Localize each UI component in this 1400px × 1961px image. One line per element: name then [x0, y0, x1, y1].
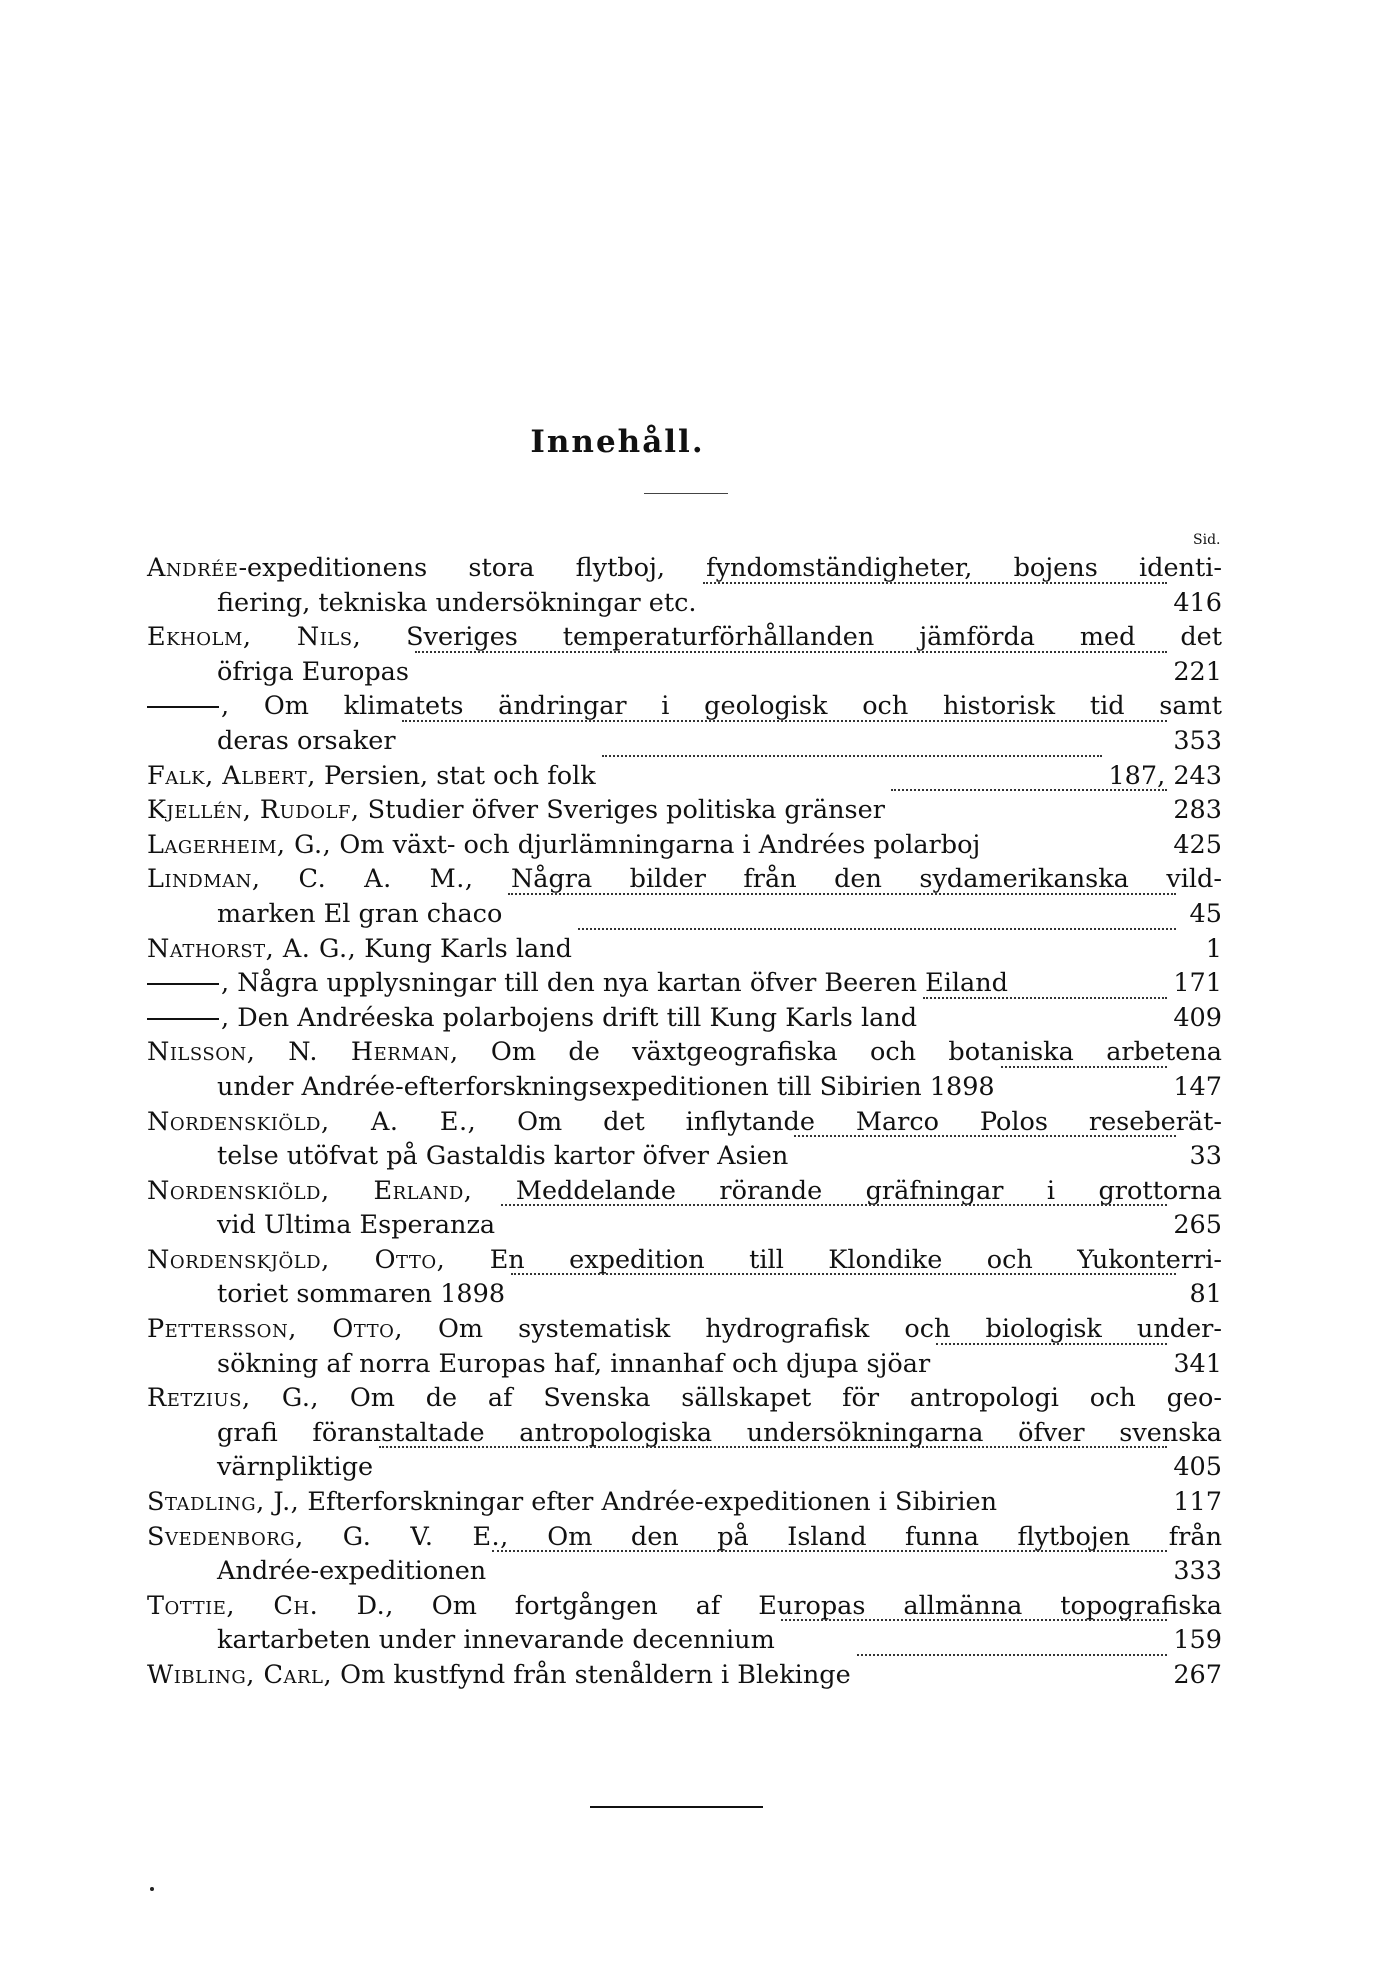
dot-leader [703, 582, 1168, 584]
toc-line-text [147, 793, 885, 828]
toc-entry [147, 966, 1222, 1001]
page-column-label: Sid. [1193, 532, 1221, 548]
toc-entry [147, 1105, 1222, 1174]
toc-line-text [217, 897, 502, 932]
toc-line [147, 1589, 1222, 1624]
toc-line [147, 1381, 1222, 1416]
toc-title-text: telse utöfvat på Gastaldis kartor öfver Asien [217, 1141, 789, 1172]
toc-page-number: 221 [1173, 656, 1222, 687]
toc-line [147, 793, 1222, 828]
dot-leader [578, 928, 1176, 930]
toc-line [147, 1208, 1222, 1243]
dot-leader [379, 1446, 1167, 1448]
toc-entry [147, 932, 1222, 967]
toc-line-text [147, 1485, 997, 1520]
toc-title-text: Kung Karls land [356, 933, 572, 964]
dot-leader [602, 755, 1103, 757]
toc-title-text: Efterforskningar efter Andrée-expeditionen i Sibirien [299, 1487, 998, 1518]
toc-line [147, 1450, 1222, 1485]
toc-line-text [147, 828, 980, 863]
toc-page-number: 187, 243 [1108, 760, 1222, 791]
toc-page-number: 147 [1173, 1071, 1222, 1102]
dot-leader [402, 720, 1168, 722]
toc-line [147, 1001, 1222, 1036]
toc-line [147, 1658, 1222, 1693]
toc-line-text [147, 1658, 851, 1693]
table-of-contents [147, 551, 1222, 1693]
toc-title-text: vid Ultima Esperanza [217, 1210, 496, 1241]
toc-title-text: , Om klimatets ändringar i geologisk och historisk tid samt [221, 691, 1222, 722]
toc-author: Svedenborg, G. V. E., [147, 1521, 509, 1552]
toc-line-text [217, 1277, 505, 1312]
dot-leader [936, 1343, 1167, 1345]
toc-line-text [147, 1245, 1222, 1275]
toc-line-text [217, 1208, 495, 1243]
toc-author: Retzius, G., [147, 1383, 320, 1414]
toc-line [147, 828, 1222, 863]
toc-author: Nordenskiöld, A. E., [147, 1106, 477, 1137]
toc-line [147, 1485, 1222, 1520]
toc-line [147, 689, 1222, 724]
toc-title-text: Om fortgången af Europas allmänna topografiska [393, 1590, 1222, 1621]
toc-page-number: 353 [1173, 725, 1222, 756]
dot-leader [501, 1204, 1167, 1206]
ditto-dash [147, 706, 219, 708]
toc-entry [147, 1001, 1222, 1036]
toc-author: Andrée [147, 553, 239, 583]
toc-author: Kjellén, Rudolf, [147, 795, 360, 826]
toc-title-text: Om kustfynd från stenåldern i Blekinge [332, 1660, 851, 1690]
toc-entry [147, 1381, 1222, 1485]
toc-line [147, 1347, 1222, 1382]
dot-leader [794, 1135, 1176, 1137]
toc-author: Nathorst, A. G., [147, 933, 357, 964]
toc-entry [147, 689, 1222, 758]
toc-title-text: deras orsaker [217, 725, 396, 756]
toc-entry [147, 1243, 1222, 1312]
toc-title-text: Om det inflytande Marco Polos reseberät- [476, 1106, 1223, 1137]
toc-title-text: kartarbeten under innevarande decennium [217, 1625, 775, 1656]
toc-entry [147, 1312, 1222, 1381]
bottom-divider [590, 1806, 763, 1808]
toc-line-text [217, 1070, 995, 1105]
toc-author: Tottie, Ch. D., [147, 1590, 394, 1621]
toc-title-text: marken El gran chaco [217, 898, 503, 929]
toc-page-number: 341 [1173, 1348, 1222, 1379]
toc-page-number: 425 [1173, 829, 1222, 860]
toc-line-text [217, 1554, 486, 1589]
toc-entry [147, 759, 1222, 794]
toc-title-text: Om systematisk hydrografisk och biologisk under- [402, 1314, 1222, 1345]
toc-title-text: värnpliktige [217, 1452, 374, 1483]
toc-page-number: 405 [1173, 1452, 1222, 1483]
toc-title-text: Persien, stat och folk [315, 760, 596, 791]
dot-leader [1001, 1066, 1168, 1068]
dot-leader [891, 789, 1167, 791]
toc-line [147, 897, 1222, 932]
toc-author: Pettersson, Otto, [147, 1314, 403, 1345]
dot-leader [857, 1654, 1168, 1656]
toc-page-number: 159 [1173, 1625, 1222, 1656]
toc-line [147, 620, 1222, 655]
toc-line-text [217, 1450, 373, 1485]
toc-line-text [217, 1139, 788, 1174]
toc-entry [147, 1589, 1222, 1658]
dot-leader [511, 1273, 1176, 1275]
toc-author: Stadling, J., [147, 1487, 300, 1518]
toc-line [147, 1174, 1222, 1209]
toc-title-text: Några bilder från den sydamerikanska vild- [473, 864, 1222, 895]
toc-author: Lindman, C. A. M., [147, 864, 474, 895]
toc-page-number: 416 [1173, 587, 1222, 618]
toc-title-text: Om den på Island funna flytbojen från [508, 1521, 1222, 1552]
toc-page-number: 267 [1173, 1660, 1222, 1690]
toc-entry [147, 1035, 1222, 1104]
toc-line-text [217, 1418, 1222, 1448]
toc-line [147, 586, 1222, 621]
toc-title-text: -expeditionens stora flytboj, fyndomständigheter, bojens identi- [238, 553, 1222, 583]
toc-entry [147, 828, 1222, 863]
toc-title-text: öfriga Europas [217, 656, 409, 687]
toc-line [147, 1035, 1222, 1070]
toc-author: Nordenskiöld, Erland, [147, 1175, 473, 1206]
toc-line-text [147, 553, 1222, 583]
toc-line-text [147, 759, 596, 794]
toc-entry [147, 620, 1222, 689]
toc-title-text: Om växt- och djurlämningarna i Andrées polarboj [331, 829, 981, 860]
dot-leader [508, 893, 1176, 895]
toc-author: Nilsson, N. Herman, [147, 1037, 459, 1068]
toc-line-text [147, 966, 1008, 1001]
toc-page-number: 409 [1173, 1002, 1222, 1033]
toc-page-number: 171 [1173, 968, 1222, 999]
stray-mark [150, 1887, 154, 1891]
toc-title-text: , Några upplysningar till den nya kartan öfver Beeren Eiland [221, 968, 1009, 999]
toc-title-text: grafi föranstaltade antropologiska undersökningarna öfver svenska [217, 1417, 1222, 1448]
toc-author: Lagerheim, G., [147, 829, 332, 860]
toc-title-text: sökning af norra Europas haf, innanhaf och djupa sjöar [217, 1348, 931, 1379]
toc-line-text [147, 864, 1222, 894]
dot-leader [492, 1550, 1167, 1552]
toc-line [147, 1416, 1222, 1451]
toc-entry [147, 1520, 1222, 1589]
toc-line [147, 932, 1222, 967]
toc-author: Falk, Albert, [147, 760, 316, 791]
toc-entry [147, 551, 1222, 620]
toc-title-text: , Den Andréeska polarbojens drift till Kung Karls land [221, 1002, 918, 1033]
toc-line [147, 1520, 1222, 1555]
title-divider [644, 493, 728, 494]
dot-leader [923, 997, 1167, 999]
toc-title-text: Om de växtgeografiska och botaniska arbetena [458, 1037, 1222, 1068]
toc-line-text [147, 1107, 1222, 1137]
toc-page-number: 283 [1173, 795, 1222, 826]
toc-entry [147, 1658, 1222, 1693]
toc-author: Nordenskjöld, Otto, [147, 1244, 446, 1275]
toc-title-text: Sveriges temperaturförhållanden jämförda med det [361, 622, 1222, 653]
toc-line-text [147, 932, 572, 967]
toc-page-number: 1 [1205, 933, 1222, 964]
toc-title-text: fiering, tekniska undersökningar etc. [217, 587, 697, 618]
toc-line [147, 1070, 1222, 1105]
toc-line [147, 1623, 1222, 1658]
toc-title-text: Studier öfver Sveriges politiska gränser [359, 795, 885, 826]
toc-page-number: 265 [1173, 1210, 1222, 1241]
page-title: Innehåll. [530, 424, 705, 460]
toc-page-number: 81 [1189, 1279, 1222, 1310]
toc-title-text: Meddelande rörande gräfningar i grottorna [472, 1175, 1223, 1206]
toc-line [147, 1243, 1222, 1278]
toc-title-text: under Andrée-efterforskningsexpeditionen till Sibirien 1898 [217, 1071, 995, 1102]
toc-line [147, 862, 1222, 897]
toc-line [147, 655, 1222, 690]
toc-line-text [147, 1314, 1222, 1344]
toc-title-text: Om de af Svenska sällskapet för antropologi och geo- [319, 1383, 1222, 1414]
toc-entry [147, 862, 1222, 931]
toc-entry [147, 1174, 1222, 1243]
dot-leader [781, 1619, 1168, 1621]
toc-line [147, 1105, 1222, 1140]
toc-line-text [147, 622, 1222, 652]
toc-page-number: 333 [1173, 1556, 1222, 1587]
ditto-dash [147, 1018, 219, 1020]
toc-line [147, 759, 1222, 794]
toc-line [147, 1139, 1222, 1174]
toc-line [147, 1554, 1222, 1589]
toc-line [147, 1277, 1222, 1312]
toc-line-text [217, 655, 409, 690]
toc-author: Ekholm, Nils, [147, 622, 362, 653]
toc-entry [147, 1485, 1222, 1520]
toc-line [147, 551, 1222, 586]
toc-line-text [217, 586, 697, 621]
toc-title-text: toriet sommaren 1898 [217, 1279, 506, 1310]
toc-line [147, 966, 1222, 1001]
toc-line-text [147, 1037, 1222, 1067]
toc-author: Wibling, Carl, [147, 1660, 333, 1690]
toc-page-number: 45 [1189, 898, 1222, 929]
toc-line [147, 1312, 1222, 1347]
toc-page-number: 33 [1189, 1141, 1222, 1172]
toc-line-text [147, 1591, 1222, 1621]
toc-line-text [147, 1522, 1222, 1552]
toc-line-text [147, 691, 1222, 721]
toc-line-text [147, 1383, 1222, 1413]
toc-line-text [147, 1001, 917, 1036]
toc-line-text [217, 724, 396, 759]
toc-page-number: 117 [1173, 1487, 1222, 1518]
ditto-dash [147, 983, 219, 985]
toc-line-text [147, 1176, 1222, 1206]
toc-line-text [217, 1347, 930, 1382]
toc-entry [147, 793, 1222, 828]
toc-line-text [217, 1623, 775, 1658]
dot-leader [415, 651, 1167, 653]
toc-title-text: Andrée-expeditionen [217, 1556, 487, 1587]
toc-title-text: En expedition till Klondike och Yukonterri- [445, 1244, 1223, 1275]
toc-line [147, 724, 1222, 759]
